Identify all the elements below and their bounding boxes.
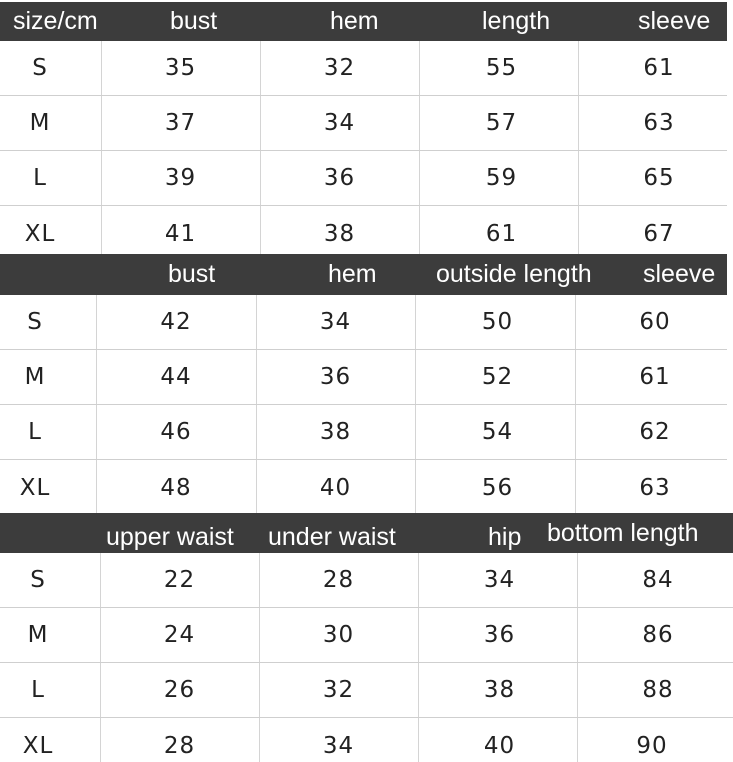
value-cell: 54 — [481, 419, 514, 445]
table-row — [0, 460, 727, 515]
value-cell: 44 — [160, 364, 192, 390]
value-cell: 41 — [164, 220, 197, 247]
value-cell: 63 — [639, 474, 671, 501]
size-cell: S — [27, 309, 43, 335]
size-cell: M — [24, 364, 46, 390]
size-cell: M — [29, 110, 51, 136]
table-header — [0, 2, 727, 41]
header-length: length — [482, 7, 551, 35]
value-cell: 90 — [636, 733, 668, 759]
value-cell: 38 — [323, 220, 356, 247]
value-cell: 67 — [643, 220, 675, 247]
value-cell: 65 — [643, 165, 675, 191]
header-outside-length: outside length — [436, 260, 592, 288]
table-row — [0, 295, 727, 350]
table-row — [0, 151, 727, 206]
value-cell: 36 — [483, 622, 516, 648]
table-row — [0, 350, 727, 405]
value-cell: 38 — [319, 419, 352, 445]
header-hem: hem — [330, 7, 379, 35]
value-cell: 36 — [323, 165, 356, 191]
value-cell: 55 — [485, 55, 518, 81]
value-cell: 46 — [160, 419, 192, 445]
value-cell: 30 — [322, 622, 355, 648]
value-cell: 32 — [323, 55, 356, 81]
value-cell: 40 — [483, 733, 516, 759]
size-table-middle — [0, 254, 733, 513]
table-row — [0, 405, 727, 460]
size-cell: S — [30, 567, 46, 593]
value-cell: 86 — [642, 622, 674, 648]
size-cell: M — [27, 622, 49, 648]
value-cell: 34 — [323, 110, 356, 136]
size-table-bottom — [0, 513, 733, 762]
value-cell: 22 — [163, 567, 196, 593]
size-cell: XL — [19, 474, 51, 501]
table-row — [0, 608, 733, 663]
table-body — [0, 553, 733, 762]
header-hem: hem — [328, 260, 377, 288]
table-header — [0, 513, 733, 553]
value-cell: 52 — [481, 364, 514, 390]
value-cell: 36 — [319, 364, 352, 390]
value-cell: 24 — [163, 622, 196, 648]
header-sleeve: sleeve — [638, 7, 711, 35]
table-row — [0, 663, 733, 718]
value-cell: 48 — [160, 474, 192, 501]
size-cell: L — [33, 165, 47, 191]
table-row — [0, 553, 733, 608]
size-cell: XL — [22, 733, 54, 759]
value-cell: 32 — [322, 677, 355, 703]
value-cell: 56 — [481, 474, 514, 501]
value-cell: 50 — [481, 309, 514, 335]
table-row — [0, 206, 727, 261]
size-cell: S — [32, 55, 48, 81]
value-cell: 34 — [322, 733, 355, 759]
header-bust: bust — [170, 7, 218, 35]
size-cell: L — [28, 419, 42, 445]
header-sleeve: sleeve — [643, 260, 716, 288]
size-table-top — [0, 0, 733, 254]
value-cell: 62 — [639, 419, 671, 445]
value-cell: 28 — [322, 567, 355, 593]
value-cell: 61 — [639, 364, 671, 390]
value-cell: 34 — [483, 567, 516, 593]
size-cell: L — [31, 677, 45, 703]
table-row — [0, 718, 733, 762]
header-bust: bust — [168, 260, 216, 288]
value-cell: 60 — [639, 309, 671, 335]
value-cell: 28 — [163, 733, 196, 759]
value-cell: 57 — [485, 110, 518, 136]
table-row — [0, 96, 727, 151]
table-row — [0, 41, 727, 96]
value-cell: 61 — [485, 220, 518, 247]
header-size-cm: size/cm — [13, 7, 98, 35]
value-cell: 38 — [483, 677, 516, 703]
size-cell: XL — [24, 220, 56, 247]
value-cell: 61 — [643, 55, 675, 81]
value-cell: 35 — [164, 55, 197, 81]
value-cell: 84 — [642, 567, 674, 593]
value-cell: 42 — [160, 309, 192, 335]
header-under-waist: under waist — [268, 522, 396, 551]
value-cell: 26 — [163, 677, 196, 703]
value-cell: 88 — [642, 677, 674, 703]
header-hip: hip — [488, 522, 522, 551]
value-cell: 39 — [164, 165, 197, 191]
table-header — [0, 254, 727, 295]
value-cell: 59 — [485, 165, 518, 191]
header-bottom-length: bottom length — [547, 518, 699, 547]
value-cell: 40 — [319, 474, 352, 501]
table-body — [0, 295, 727, 513]
value-cell: 37 — [164, 110, 197, 136]
value-cell: 34 — [319, 309, 352, 335]
header-upper-waist: upper waist — [106, 522, 234, 551]
value-cell: 63 — [643, 110, 675, 136]
table-body — [0, 41, 727, 254]
